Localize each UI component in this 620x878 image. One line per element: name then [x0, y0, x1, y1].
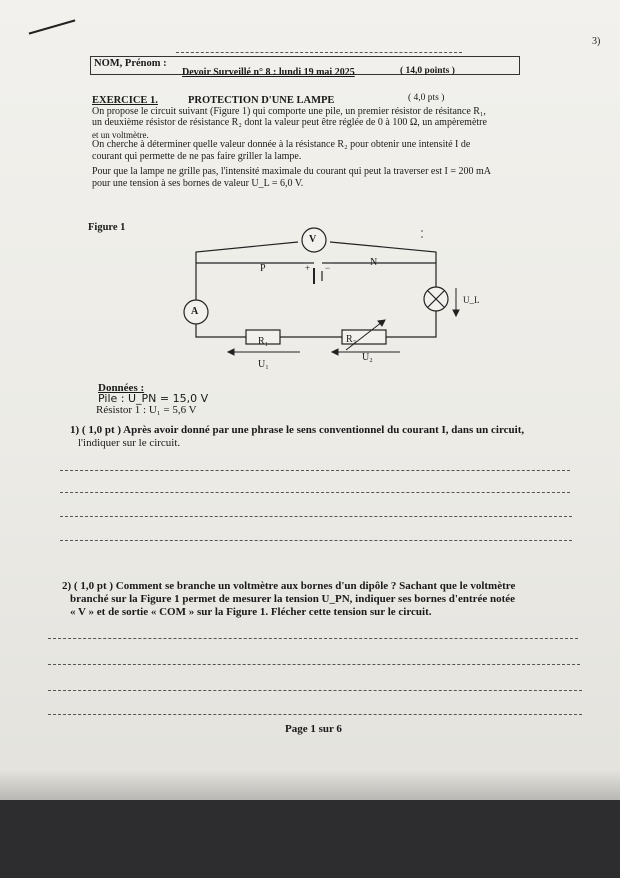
intro-line: pour une tension à ses bornes de valeur U_L = 6,0 V. — [92, 178, 304, 189]
donnees-resistor: Résistor 1 : U₁ = 5,6 V — [96, 404, 197, 416]
devoir-points: ( 14,0 points ) — [400, 66, 455, 76]
voltmeter-lead-right — [330, 242, 436, 263]
node-p-label: P — [260, 263, 266, 274]
ammeter-label: A — [191, 306, 199, 317]
exercise-points: ( 4,0 pts ) — [408, 93, 445, 103]
battery-minus: − — [325, 263, 331, 273]
question-2: 2) ( 1,0 pt ) Comment se branche un voltmètre aux bornes d'un dipôle ? Sachant que le voltmètre — [62, 580, 516, 592]
intro-line: Pour que la lampe ne grille pas, l'intensité maximale du courant qui peut la traverser est I = 200 mA — [92, 166, 491, 177]
question-2-cont: « V » et de sortie « COM » sur la Figure 1. Flécher cette tension sur le circuit. — [70, 606, 432, 618]
question-1: 1) ( 1,0 pt ) Après avoir donné par une phrase le sens conventionnel du courant I, dans un circuit, — [70, 424, 525, 436]
node-n-label: N — [370, 257, 378, 268]
wire-right — [386, 311, 436, 337]
voltmeter-label: V — [309, 234, 317, 245]
question-1-cont: l'indiquer sur le circuit. — [78, 437, 181, 449]
exercise-label: EXERCICE 1. — [92, 95, 158, 106]
answer-line[interactable] — [48, 690, 582, 691]
figure-label: Figure 1 — [88, 222, 126, 233]
voltmeter-lead-left — [196, 242, 298, 263]
intro-line: On propose le circuit suivant (Figure 1) qui comporte une pile, un premier résistor de résitance R₁, — [92, 106, 486, 117]
wire-bottom-left — [196, 324, 246, 337]
donnees-pile: Pile : U_PN = 15,0 V — [98, 392, 209, 405]
intro-line: On cherche à déterminer quelle valeur donnée à la résistance R₂ pour obtenir une intensité I de — [92, 139, 471, 150]
intro-line: courant qui permette de ne pas faire griller la lampe. — [92, 151, 302, 162]
answer-line[interactable] — [48, 714, 582, 715]
u1-arrow — [228, 349, 300, 355]
intro-line: un deuxième résistor de résistance R₂ dont la valeur peut être réglée de 0 à 100 Ω, un ampèremètre — [92, 117, 487, 128]
answer-line[interactable] — [60, 540, 572, 541]
question-2-cont: branché sur la Figure 1 permet de mesurer la tension U_PN, indiquer ses bornes d'entrée notée — [70, 593, 516, 605]
page-footer: Page 1 sur 6 — [285, 723, 342, 735]
answer-line[interactable] — [48, 664, 580, 665]
lamp-icon — [424, 287, 448, 311]
battery-plus: + — [305, 263, 311, 273]
page-index: 3) — [592, 36, 601, 47]
r2-label: R₂ — [346, 334, 357, 345]
name-label: NOM, Prénom : — [94, 58, 167, 69]
u2-label: U₂ — [362, 352, 373, 363]
answer-line[interactable] — [60, 470, 570, 471]
answer-line[interactable] — [48, 638, 578, 639]
answer-line[interactable] — [60, 516, 572, 517]
answer-line[interactable] — [60, 492, 570, 493]
wire-top-right — [332, 263, 436, 287]
wire-top-left — [196, 263, 304, 278]
sheet-shadow — [0, 770, 620, 800]
r1-label: R₁ — [258, 336, 269, 347]
donnees-title: Données : — [98, 382, 145, 394]
devoir-title: Devoir Surveillé n° 8 : lundi 19 mai 2025 — [182, 67, 355, 78]
intro-line: et un voltmètre. — [92, 130, 149, 140]
exercise-title: PROTECTION D'UNE LAMPE — [188, 95, 335, 106]
u1-label: U₁ — [258, 359, 269, 370]
ul-arrow — [453, 288, 459, 316]
lamp-voltage-label: U_L — [463, 295, 480, 305]
